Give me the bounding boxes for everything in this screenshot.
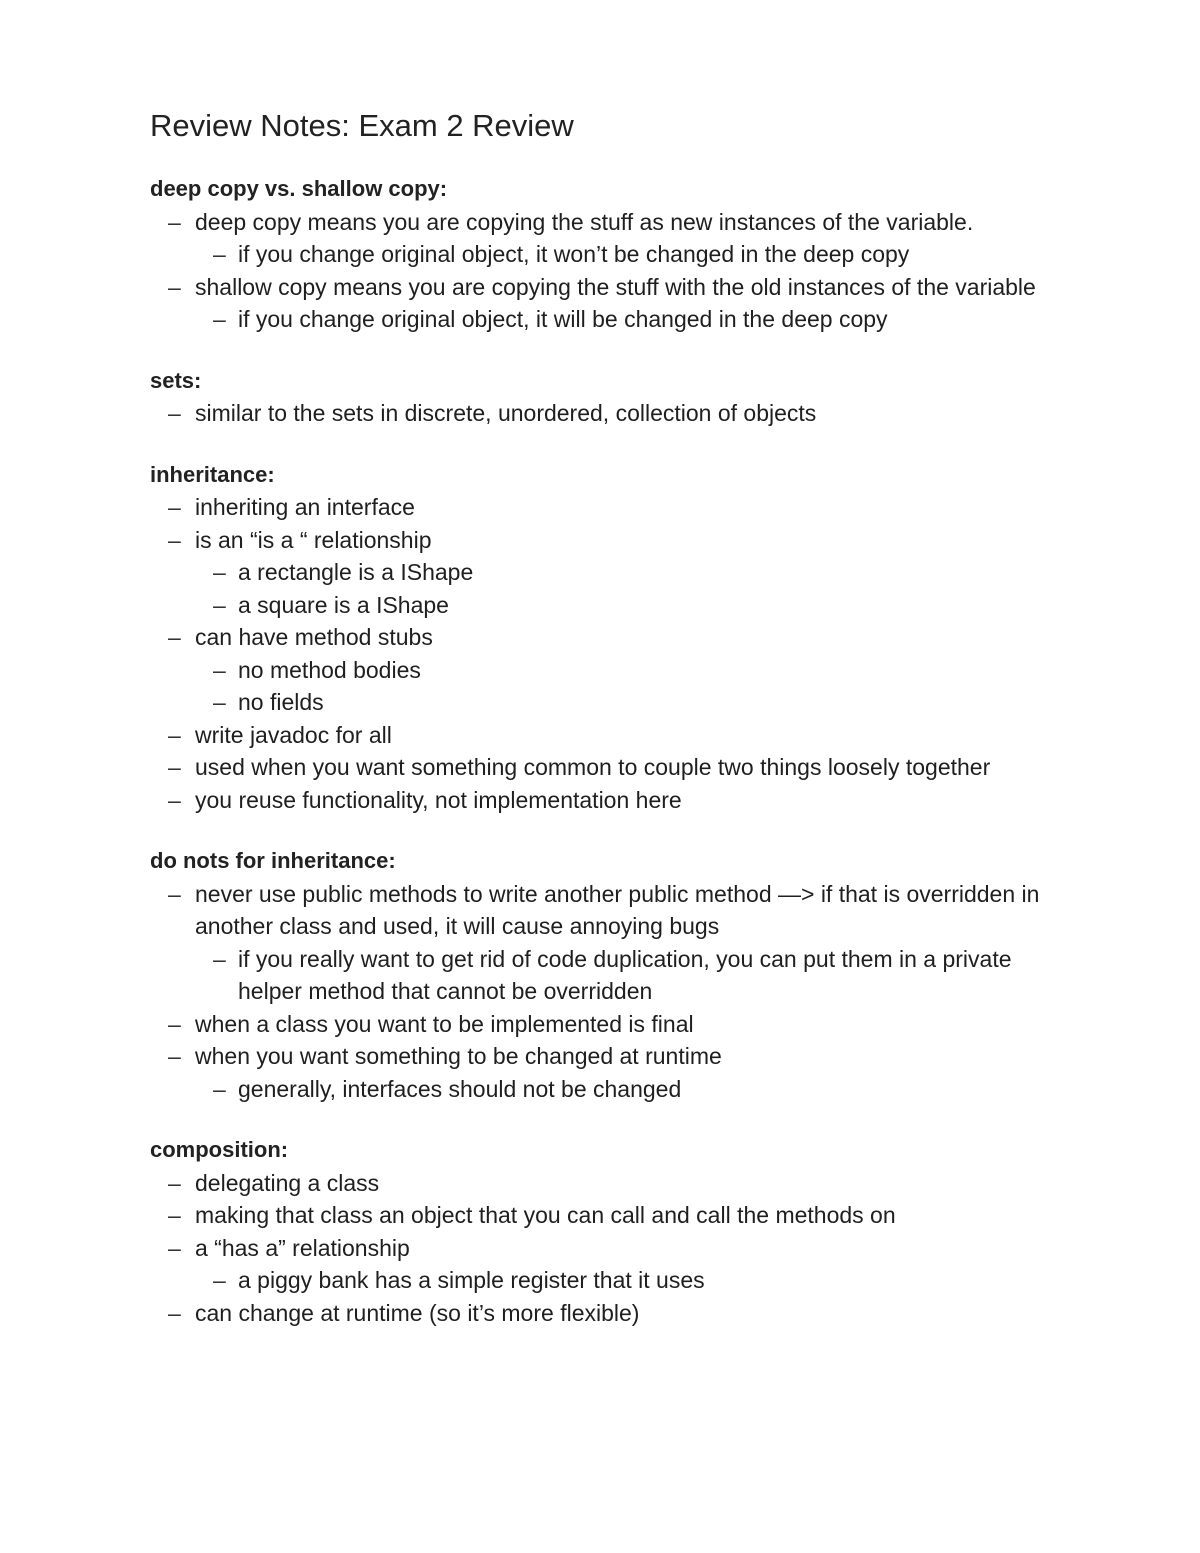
sub-bullet-list — [195, 1073, 1070, 1106]
list-item-text: delegating a class — [195, 1169, 380, 1196]
section-heading: composition: — [150, 1137, 289, 1162]
list-item — [150, 397, 1070, 430]
sub-list-item — [195, 686, 1070, 719]
list-item-text: can change at runtime (so it’s more flexible) — [195, 1299, 640, 1326]
document-title: Review Notes: Exam 2 Review — [150, 108, 574, 143]
sub-list-item-text: generally, interfaces should not be changed — [238, 1075, 682, 1102]
sub-list-item — [195, 303, 1070, 336]
sub-list-item — [195, 238, 1070, 271]
notes-section — [150, 173, 1070, 336]
list-item — [150, 524, 1070, 622]
list-item — [150, 491, 1070, 524]
dash-bullet-icon: – — [168, 880, 181, 907]
list-item — [150, 621, 1070, 719]
list-item — [150, 271, 1070, 336]
sections-container — [150, 173, 1070, 1329]
dash-bullet-icon: – — [168, 1234, 181, 1261]
section-heading: deep copy vs. shallow copy: — [150, 176, 448, 201]
dash-bullet-icon: – — [213, 1267, 226, 1293]
list-item-text: deep copy means you are copying the stuff as new instances of the variable. — [195, 208, 974, 235]
list-item-text: shallow copy means you are copying the stuff with the old instances of the variable — [195, 273, 1036, 300]
sub-list-item-text: if you change original object, it won’t be changed in the deep copy — [238, 241, 910, 267]
list-item-text: a “has a” relationship — [195, 1234, 410, 1261]
dash-bullet-icon: – — [213, 656, 226, 683]
section-heading: sets: — [150, 367, 202, 393]
bullet-list — [150, 397, 1070, 430]
sub-list-item-text: a square is a IShape — [238, 591, 449, 618]
sub-bullet-list — [195, 238, 1070, 271]
sub-list-item — [195, 556, 1070, 589]
notes-section — [150, 845, 1070, 1105]
section-heading: do nots for inheritance: — [150, 848, 396, 873]
notes-section — [150, 1134, 1070, 1329]
sub-list-item — [195, 589, 1070, 622]
dash-bullet-icon: – — [168, 526, 181, 553]
list-item — [150, 878, 1070, 1008]
list-item — [150, 1297, 1070, 1330]
sub-list-item — [195, 1073, 1070, 1106]
dash-bullet-icon: – — [213, 559, 226, 585]
dash-bullet-icon: – — [213, 306, 226, 332]
notes-section — [150, 459, 1070, 817]
sub-list-item-text: no fields — [238, 689, 324, 715]
dash-bullet-icon: – — [168, 754, 181, 780]
list-item — [150, 206, 1070, 271]
list-item-text: making that class an object that you can call and call the methods on — [195, 1202, 896, 1228]
dash-bullet-icon: – — [213, 945, 226, 972]
dash-bullet-icon: – — [168, 273, 181, 300]
dash-bullet-icon: – — [213, 1075, 226, 1102]
dash-bullet-icon: – — [168, 1202, 181, 1228]
list-item-text: write javadoc for all — [195, 721, 392, 748]
dash-bullet-icon: – — [168, 1169, 181, 1196]
dash-bullet-icon: – — [213, 241, 226, 267]
sub-bullet-list — [195, 556, 1070, 621]
sub-list-item — [195, 1264, 1070, 1297]
dash-bullet-icon: – — [168, 1043, 181, 1069]
sub-list-item-text: a rectangle is a IShape — [238, 559, 474, 585]
list-item-text: when you want something to be changed at runtime — [195, 1043, 722, 1069]
bullet-list — [150, 206, 1070, 336]
sub-list-item-text: no method bodies — [238, 656, 421, 683]
notes-section — [150, 365, 1070, 430]
dash-bullet-icon: – — [168, 208, 181, 235]
sub-bullet-list — [195, 1264, 1070, 1297]
bullet-list — [150, 1167, 1070, 1330]
sub-list-item-text: if you change original object, it will be changed in the deep copy — [238, 306, 888, 332]
sub-bullet-list — [195, 654, 1070, 719]
list-item-text: never use public methods to write another public method —> if that is overridden in another class and used, it will cause annoying bugs — [195, 880, 1040, 939]
list-item-text: when a class you want to be implemented is final — [195, 1010, 694, 1037]
sub-list-item — [195, 654, 1070, 687]
dash-bullet-icon: – — [213, 591, 226, 618]
dash-bullet-icon: – — [168, 624, 181, 650]
list-item-text: you reuse functionality, not implementation here — [195, 786, 682, 813]
section-heading: inheritance: — [150, 461, 275, 487]
list-item — [150, 1008, 1070, 1041]
dash-bullet-icon: – — [168, 400, 181, 426]
sub-bullet-list — [195, 943, 1070, 1008]
dash-bullet-icon: – — [168, 1010, 181, 1037]
list-item — [150, 1167, 1070, 1200]
list-item-text: similar to the sets in discrete, unordered, collection of objects — [195, 400, 817, 426]
list-item-text: inheriting an interface — [195, 494, 415, 520]
dash-bullet-icon: – — [168, 1299, 181, 1326]
sub-list-item-text: a piggy bank has a simple register that it uses — [238, 1267, 705, 1293]
sub-bullet-list — [195, 303, 1070, 336]
list-item — [150, 1232, 1070, 1297]
dash-bullet-icon: – — [168, 721, 181, 748]
list-item-text: used when you want something common to couple two things loosely together — [195, 754, 991, 780]
list-item — [150, 751, 1070, 784]
list-item — [150, 719, 1070, 752]
dash-bullet-icon: – — [213, 689, 226, 715]
document-page — [150, 106, 1070, 1358]
dash-bullet-icon: – — [168, 786, 181, 813]
list-item — [150, 784, 1070, 817]
bullet-list — [150, 878, 1070, 1106]
list-item — [150, 1040, 1070, 1105]
bullet-list — [150, 491, 1070, 816]
sub-list-item — [195, 943, 1070, 1008]
sub-list-item-text: if you really want to get rid of code duplication, you can put them in a private helper method that cannot be overridden — [238, 945, 1012, 1004]
list-item — [150, 1199, 1070, 1232]
dash-bullet-icon: – — [168, 494, 181, 520]
list-item-text: is an “is a “ relationship — [195, 526, 432, 553]
list-item-text: can have method stubs — [195, 624, 433, 650]
